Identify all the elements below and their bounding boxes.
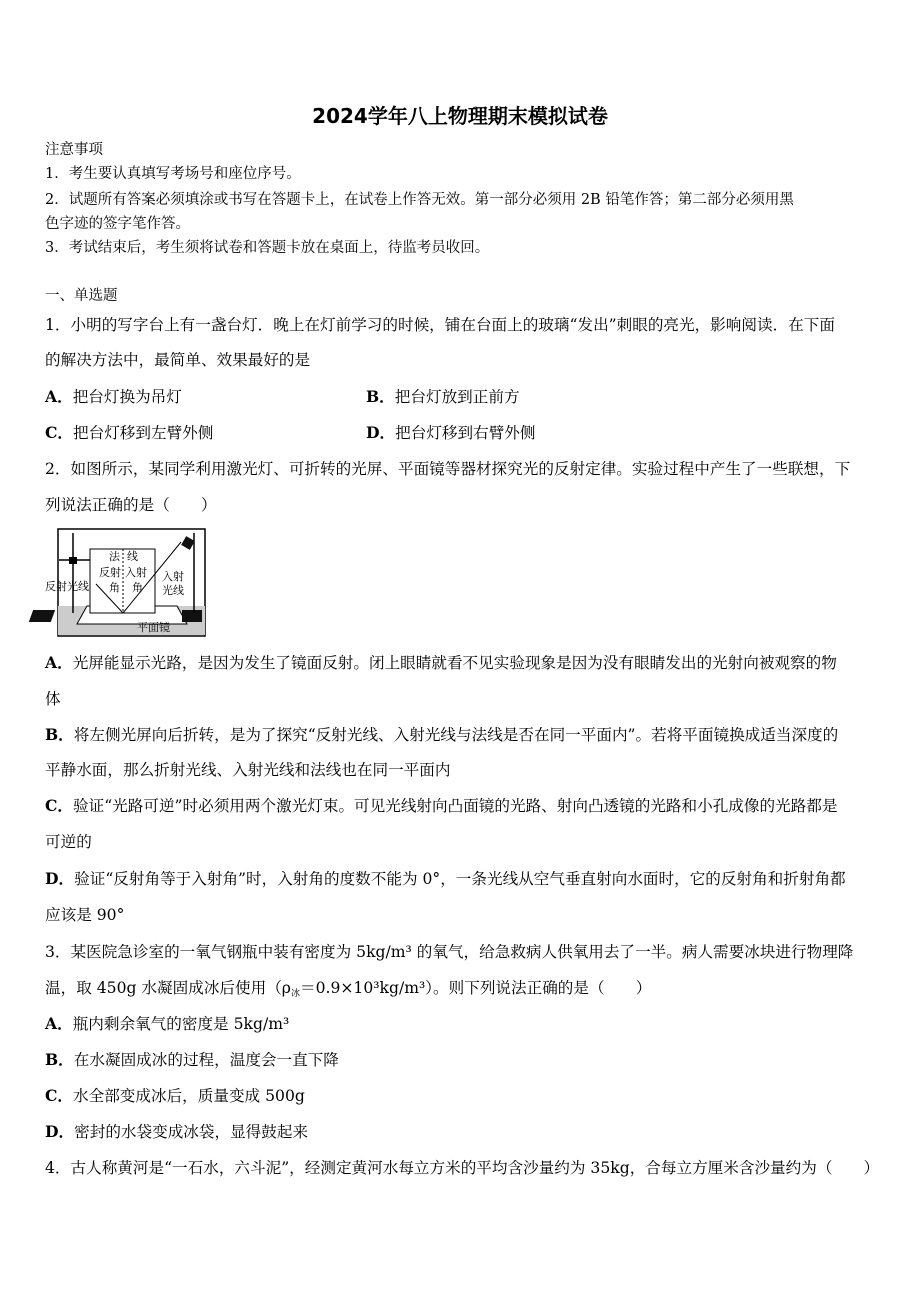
mirror-label: 平面镜 [137, 621, 170, 634]
q2-option-c-cont: 可逆的 [45, 833, 92, 851]
q1-option-c: C．把台灯移到左臂外侧 [45, 423, 214, 442]
reflection-angle-label: 反射 [99, 566, 121, 579]
note-line: 2．试题所有答案必须填涂或书写在答题卡上，在试卷上作答无效。第一部分必须用 2B 铅笔作答；第二部分必须用黑 [45, 192, 794, 208]
q2-option-d-cont: 应该是 90° [45, 906, 125, 924]
q1-option-d: D．把台灯移到右臂外侧 [366, 423, 536, 442]
q2-stem: 2．如图所示，某同学利用激光灯、可折转的光屏、平面镜等器材探究光的反射定律。实验过程中产生了一些联想，下 [45, 460, 851, 478]
q2-option-a-cont: 体 [45, 690, 61, 708]
q2-option-b: B．将左侧光屏向后折转，是为了探究“反射光线、入射光线与法线是否在同一平面内”。若将平面镜换成适当深度的 [45, 725, 839, 744]
q1-stem: 1．小明的写字台上有一盏台灯．晚上在灯前学习的时候，铺在台面上的玻璃“发出”刺眼的亮光，影响阅读．在下面 [45, 316, 835, 334]
q3-option-c: C．水全部变成冰后，质量变成 500g [45, 1086, 305, 1105]
reflection-experiment-figure [45, 528, 207, 638]
incident-ray-label: 光线 [162, 584, 184, 597]
q2-option-d: D．验证“反射角等于入射角”时，入射角的度数不能为 0°，一条光线从空气垂直射向水面时，它的反射角和折射角都 [45, 869, 846, 888]
page-title: 2024学年八上物理期末模拟试卷 [312, 104, 608, 128]
normal-label: 线 [127, 550, 138, 563]
q4-stem: 4．古人称黄河是“一石水，六斗泥”，经测定黄河水每立方米的平均含沙量约为 35kg，合每立方厘米含沙量约为（ ） [45, 1159, 880, 1177]
q3-stem: 3．某医院急诊室的一氧气钢瓶中装有密度为 5kg/m³ 的氧气，给急救病人供氧用去了一半。病人需要冰块进行物理降 [45, 943, 854, 961]
incidence-angle-label: 角 [132, 581, 143, 594]
q3-option-b: B．在水凝固成冰的过程，温度会一直下降 [45, 1050, 339, 1069]
q3-stem: 温，取 450g 水凝固成冰后使用$(\rho_冰=0.9\times 10^3kg/m^3)$。则下列说法正确的是（ ） [45, 979, 652, 999]
normal-label: 法 [109, 550, 120, 563]
q1-option-b: B．把台灯放到正前方 [366, 387, 520, 406]
incident-ray-label: 入射 [162, 570, 184, 583]
q3-option-a: A．瓶内剩余氧气的密度是 5kg/m³ [45, 1014, 290, 1033]
notes-heading: 注意事项 [45, 142, 103, 158]
note-line: 色字迹的签字笔作答。 [45, 216, 190, 232]
q1-option-a: A．把台灯换为吊灯 [45, 387, 182, 406]
section-heading: 一、单选题 [45, 288, 118, 304]
incidence-angle-label: 入射 [125, 566, 147, 579]
reflection-angle-label: 角 [109, 581, 120, 594]
note-line: 1．考生要认真填写考场号和座位序号。 [45, 166, 301, 182]
q2-stem: 列说法正确的是（ ） [45, 496, 217, 514]
note-line: 3．考试结束后，考生须将试卷和答题卡放在桌面上，待监考员收回。 [45, 240, 490, 256]
reflected-ray-label: 反射光线 [45, 580, 89, 593]
q2-option-c: C．验证“光路可逆”时必须用两个激光灯束。可见光线射向凸面镜的光路、射向凸透镜的光路和小孔成像的光路都是 [45, 796, 838, 815]
q1-stem: 的解决方法中，最简单、效果最好的是 [45, 351, 311, 369]
q3-option-d: D．密封的水袋变成冰袋，显得鼓起来 [45, 1122, 309, 1141]
q2-option-a: A．光屏能显示光路，是因为发生了镜面反射。闭上眼睛就看不见实验现象是因为没有眼睛发出的光射向被观察的物 [45, 653, 837, 672]
q2-option-b-cont: 平静水面，那么折射光线、入射光线和法线也在同一平面内 [45, 761, 451, 779]
